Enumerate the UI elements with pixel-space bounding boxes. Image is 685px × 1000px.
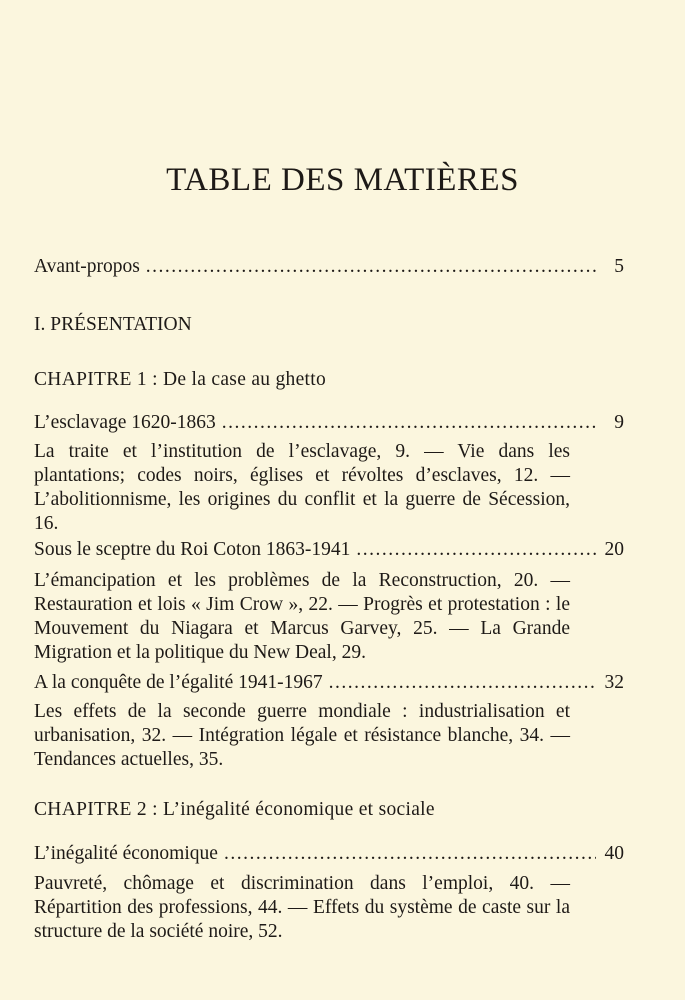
page-number: 5	[614, 256, 624, 277]
page-number: 20	[604, 539, 624, 560]
dot-leader	[356, 538, 596, 562]
dot-leader	[146, 255, 596, 279]
chapter-heading-2: CHAPITRE 2 : L’inégalité économique et sociale	[34, 799, 435, 820]
chapter-heading-1: CHAPITRE 1 : De la case au ghetto	[34, 369, 327, 390]
entry-label: L’inégalité économique	[34, 843, 218, 864]
entry-label: A la conquête de l’égalité 1941-1967	[34, 672, 323, 693]
dot-leader	[224, 842, 596, 866]
section-summary: Pauvreté, chômage et discrimination dans l’emploi, 40. — Répartition des professions, 44. — Effets du système de caste sur la structure de la société noire, 52.	[34, 873, 570, 942]
page-number: 40	[604, 843, 624, 864]
toc-entry-section[interactable]	[34, 411, 624, 435]
section-summary: Les effets de la seconde guerre mondiale : industrialisation et urbanisation, 32. — Intégration légale et résistance blanche, 34. — Tendances actuelles, 35.	[34, 701, 570, 770]
page-number: 32	[604, 672, 624, 693]
dot-leader	[329, 671, 596, 695]
page-title: TABLE DES MATIÈRES	[166, 162, 519, 198]
entry-label: Sous le sceptre du Roi Coton 1863-1941	[34, 539, 351, 560]
section-summary: La traite et l’institution de l’esclavage, 9. — Vie dans les plantations; codes noirs, églises et révoltes d’esclaves, 12. — L’abolitionnisme, les origines du conflit et la guerre de Sécession, 16.	[34, 441, 570, 534]
part-heading: I. PRÉSENTATION	[34, 314, 192, 335]
entry-label: Avant-propos	[34, 256, 140, 277]
page-number: 9	[614, 412, 624, 433]
toc-entry-section[interactable]	[34, 671, 624, 695]
section-summary: L’émancipation et les problèmes de la Reconstruction, 20. — Restauration et lois « Jim Crow », 22. — Progrès et protestation : le Mouvement du Niagara et Marcus Garvey, 25. — La Grande Migration et la politique du New Deal, 29.	[34, 570, 570, 663]
toc-entry-foreword[interactable]	[34, 255, 624, 279]
dot-leader	[222, 411, 596, 435]
entry-label: L’esclavage 1620-1863	[34, 412, 216, 433]
toc-entry-section[interactable]	[34, 842, 624, 866]
toc-entry-section[interactable]	[34, 538, 624, 562]
